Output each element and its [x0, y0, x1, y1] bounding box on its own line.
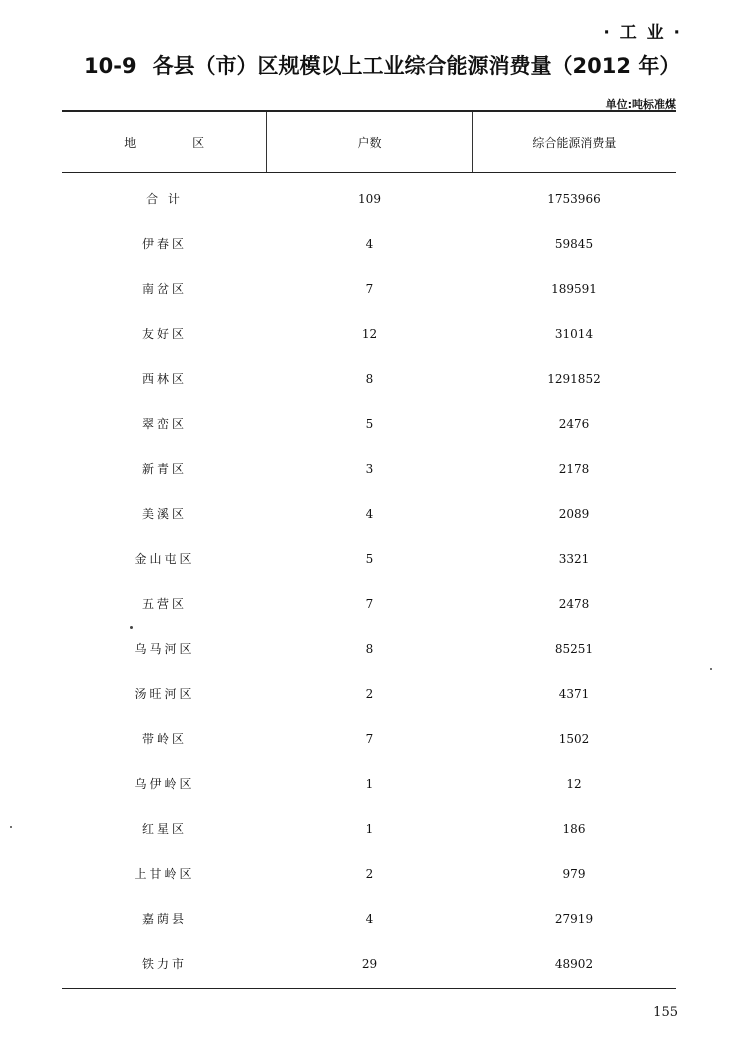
table-row	[62, 581, 676, 626]
table-row	[62, 941, 676, 986]
cell-energy: 1291852	[547, 371, 601, 386]
cell-region: 合 计	[146, 192, 183, 206]
table-row	[62, 356, 676, 401]
cell-energy: 189591	[551, 281, 597, 296]
cell-households: 7	[365, 596, 374, 611]
bottom-rule	[62, 988, 676, 989]
cell-region: 乌伊岭区	[134, 777, 195, 791]
unit-label: 单位:吨标准煤	[605, 98, 676, 111]
cell-households: 29	[361, 956, 378, 971]
scan-speck	[10, 826, 12, 828]
table-row	[62, 851, 676, 896]
cell-energy: 979	[562, 866, 586, 881]
cell-region: 五营区	[141, 597, 187, 611]
table-row	[62, 401, 676, 446]
cell-region: 乌马河区	[134, 642, 195, 656]
cell-energy: 48902	[554, 956, 594, 971]
cell-energy: 2476	[558, 416, 590, 431]
table-row	[62, 626, 676, 671]
cell-region: 新青区	[141, 462, 187, 476]
cell-region: 友好区	[141, 327, 187, 341]
cell-region: 金山屯区	[134, 552, 195, 566]
cell-region: 翠峦区	[141, 417, 187, 431]
cell-region: 伊春区	[141, 237, 187, 251]
table-row	[62, 491, 676, 536]
cell-energy: 31014	[554, 326, 594, 341]
cell-region: 上甘岭区	[134, 867, 195, 881]
cell-region: 汤旺河区	[134, 687, 195, 701]
table-row	[62, 221, 676, 266]
cell-region: 红星区	[141, 822, 187, 836]
cell-region: 带岭区	[141, 732, 187, 746]
header-households: 户数	[266, 112, 471, 172]
cell-region: 西林区	[141, 372, 187, 386]
page-title	[84, 50, 680, 80]
cell-region: 美溪区	[141, 507, 187, 521]
cell-energy: 12	[566, 776, 582, 791]
cell-energy: 2178	[558, 461, 590, 476]
table-row	[62, 671, 676, 716]
cell-region: 南岔区	[141, 282, 187, 296]
cell-energy: 59845	[554, 236, 594, 251]
scan-speck	[130, 626, 133, 629]
table-row	[62, 761, 676, 806]
cell-energy: 3321	[558, 551, 590, 566]
energy-table	[62, 110, 676, 989]
cell-energy: 1502	[558, 731, 590, 746]
section-tag: · 工 业 ·	[603, 23, 682, 43]
cell-energy: 2089	[558, 506, 590, 521]
cell-households: 8	[365, 371, 374, 386]
cell-households: 1	[365, 776, 374, 791]
cell-households: 12	[361, 326, 378, 341]
table-row	[62, 176, 676, 221]
cell-households: 109	[358, 191, 381, 206]
table-row	[62, 446, 676, 491]
table-header	[62, 110, 676, 173]
table-number: 10-9	[84, 54, 137, 78]
cell-region: 铁力市	[141, 957, 187, 971]
cell-energy: 4371	[558, 686, 590, 701]
cell-households: 3	[365, 461, 374, 476]
cell-energy: 2478	[558, 596, 590, 611]
cell-households: 2	[365, 866, 374, 881]
cell-households: 1	[365, 821, 374, 836]
cell-energy: 85251	[554, 641, 594, 656]
page-number: 155	[653, 1005, 678, 1020]
cell-households: 8	[365, 641, 374, 656]
table-row	[62, 536, 676, 581]
cell-households: 7	[365, 731, 374, 746]
cell-energy: 27919	[554, 911, 594, 926]
cell-households: 7	[365, 281, 374, 296]
header-energy: 综合能源消费量	[472, 112, 676, 172]
table-row	[62, 806, 676, 851]
table-row	[62, 266, 676, 311]
title-text: 各县（市）区规模以上工业综合能源消费量（2012 年）	[152, 54, 681, 78]
cell-households: 5	[365, 416, 374, 431]
cell-households: 4	[365, 911, 374, 926]
table-row	[62, 716, 676, 761]
scan-speck	[710, 668, 712, 670]
cell-region: 嘉荫县	[141, 912, 187, 926]
cell-energy: 1753966	[547, 191, 601, 206]
table-row	[62, 896, 676, 941]
table-row	[62, 311, 676, 356]
cell-households: 4	[365, 506, 374, 521]
cell-households: 4	[365, 236, 374, 251]
table-body	[62, 173, 676, 986]
cell-households: 5	[365, 551, 374, 566]
cell-energy: 186	[562, 821, 586, 836]
cell-households: 2	[365, 686, 374, 701]
header-region: 地 区	[124, 135, 231, 150]
